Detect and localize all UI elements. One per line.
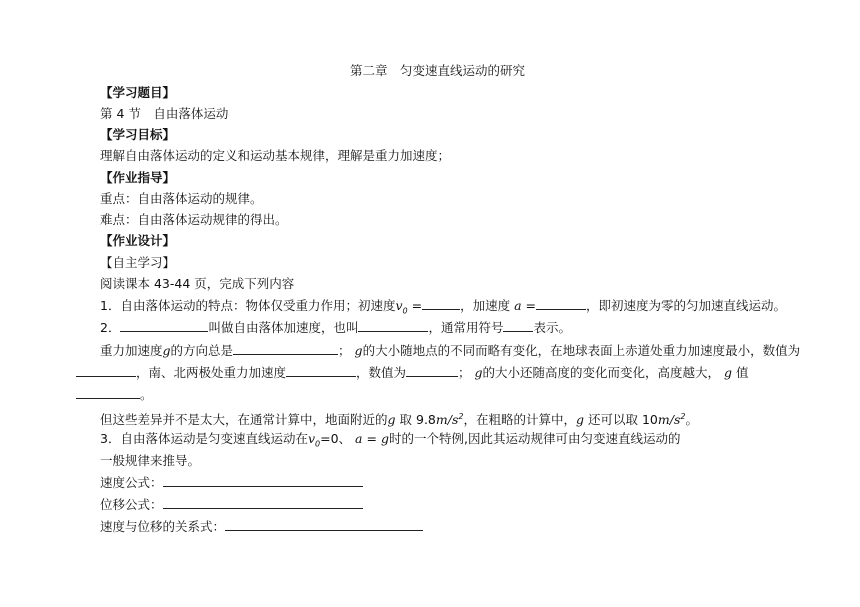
para-text: ； xyxy=(458,365,471,380)
g-symbol: g xyxy=(354,343,363,358)
g-symbol: g xyxy=(575,412,584,428)
q2-number: 2． xyxy=(100,320,121,335)
q3-text-a: 3．自由落体运动是匀变速直线运动在 xyxy=(100,431,308,446)
velocity-formula-blank[interactable] xyxy=(163,474,363,487)
para-text: 。 xyxy=(140,387,153,402)
para-text: ，数值为 xyxy=(356,365,407,380)
relation-formula-row xyxy=(100,518,423,536)
v0-subscript: 0 xyxy=(315,439,321,449)
relation-formula-blank[interactable] xyxy=(225,518,423,531)
height-blank[interactable] xyxy=(76,386,140,399)
unit-m: m xyxy=(657,412,670,428)
reading-instruction: 阅读课本 43-44 页，完成下列内容 xyxy=(100,276,295,291)
goal-text: 理解自由落体运动的定义和运动基本规律，理解是重力加速度； xyxy=(100,148,451,163)
design-heading: 【作业设计】 xyxy=(100,233,176,248)
v0-symbol: v xyxy=(395,298,403,313)
para-text: 还可以取 10 xyxy=(587,412,658,428)
symbol-blank[interactable] xyxy=(503,319,533,332)
goal-heading: 【学习目标】 xyxy=(100,127,176,142)
direction-blank[interactable] xyxy=(233,342,338,355)
para-text: ，在粗略的计算中， xyxy=(463,412,576,428)
topic-value: 第 4 节 自由落体运动 xyxy=(100,106,229,121)
free-fall-accel-blank[interactable] xyxy=(120,319,208,332)
acceleration-blank[interactable] xyxy=(536,297,586,310)
a-symbol: a xyxy=(514,298,522,313)
para-text: 的大小还随高度的变化而变化，高度越大， xyxy=(482,365,721,380)
q3-text-b: =0、 xyxy=(320,431,352,446)
g-symbol: g xyxy=(387,412,396,428)
gravity-line-2 xyxy=(76,364,749,382)
question-2 xyxy=(100,319,571,337)
para-text: ； xyxy=(338,343,351,358)
q1-text-a: 1．自由落体运动的特点：物体仅受重力作用；初速度 xyxy=(100,298,396,313)
gravity-line-3 xyxy=(76,386,153,404)
v0-symbol: v xyxy=(307,431,316,446)
unit-exp: 2 xyxy=(680,412,686,421)
velocity-formula-row xyxy=(100,474,363,492)
g-symbol: g xyxy=(724,365,733,380)
para-text: ，南、北两极处重力加速度 xyxy=(136,365,287,380)
poles-value-blank[interactable] xyxy=(406,364,458,377)
para-text: 重力加速度 xyxy=(100,343,163,358)
g-symbol: g xyxy=(474,365,483,380)
guide-heading: 【作业指导】 xyxy=(100,170,176,185)
unit-exp: 2 xyxy=(458,412,464,421)
para-text: 取 9.8 xyxy=(399,412,436,428)
question-1 xyxy=(100,297,786,321)
unit-s: s xyxy=(673,412,681,428)
para-text: 的方向总是 xyxy=(170,343,234,358)
displacement-formula-blank[interactable] xyxy=(163,496,363,509)
question-3 xyxy=(100,430,680,454)
equator-value-blank[interactable] xyxy=(76,364,136,377)
q2-text-c: 表示。 xyxy=(533,320,571,335)
topic-heading: 【学习题目】 xyxy=(100,85,176,100)
para-text: 。 xyxy=(685,412,698,428)
para-text: 的大小随地点的不同而略有变化，在地球表面上赤道处重力加速度最小，数值为 xyxy=(362,343,801,358)
q1-text-c: ，即初速度为零的匀加速直线运动。 xyxy=(586,298,787,313)
q3-text-c: 时的一个特例,因此其运动规律可由匀变速直线运动的 xyxy=(388,431,681,446)
q2-text-a: 叫做自由落体加速度，也叫 xyxy=(208,320,359,335)
displacement-formula-row xyxy=(100,496,363,514)
q2-text-b: ，通常用符号 xyxy=(428,320,504,335)
alt-name-blank[interactable] xyxy=(358,319,428,332)
g-symbol: g xyxy=(380,431,389,446)
unit-slash: / xyxy=(447,412,452,428)
equals-sign: = xyxy=(411,298,423,313)
velocity-formula-label: 速度公式： xyxy=(100,475,163,490)
g-symbol: g xyxy=(162,343,171,358)
gravity-line-4 xyxy=(100,408,698,429)
unit-slash: / xyxy=(669,412,674,428)
difficult-point: 难点：自由落体运动规律的得出。 xyxy=(100,212,288,227)
para-text: 但这些差异并不是太大，在通常计算中，地面附近的 xyxy=(100,412,388,428)
equals-sign: = xyxy=(366,431,377,446)
displacement-formula-label: 位移公式： xyxy=(100,497,163,512)
unit-m: m xyxy=(435,412,448,428)
key-point: 重点：自由落体运动的规律。 xyxy=(100,191,263,206)
a-symbol: a xyxy=(355,431,363,446)
poles-blank[interactable] xyxy=(286,364,356,377)
q3-line-2: 一般规律来推导。 xyxy=(100,453,201,468)
unit-s: s xyxy=(451,412,459,428)
gravity-line-1 xyxy=(100,342,800,360)
v0-subscript: 0 xyxy=(402,306,408,316)
para-text: 值 xyxy=(736,365,749,380)
self-study-heading: 【自主学习】 xyxy=(100,255,176,270)
equals-sign-2: = xyxy=(525,298,537,313)
initial-velocity-blank[interactable] xyxy=(422,297,460,310)
q1-text-b: ，加速度 xyxy=(460,298,511,313)
relation-formula-label: 速度与位移的关系式： xyxy=(100,519,226,534)
chapter-title: 第二章 匀变速直线运动的研究 xyxy=(350,63,526,78)
